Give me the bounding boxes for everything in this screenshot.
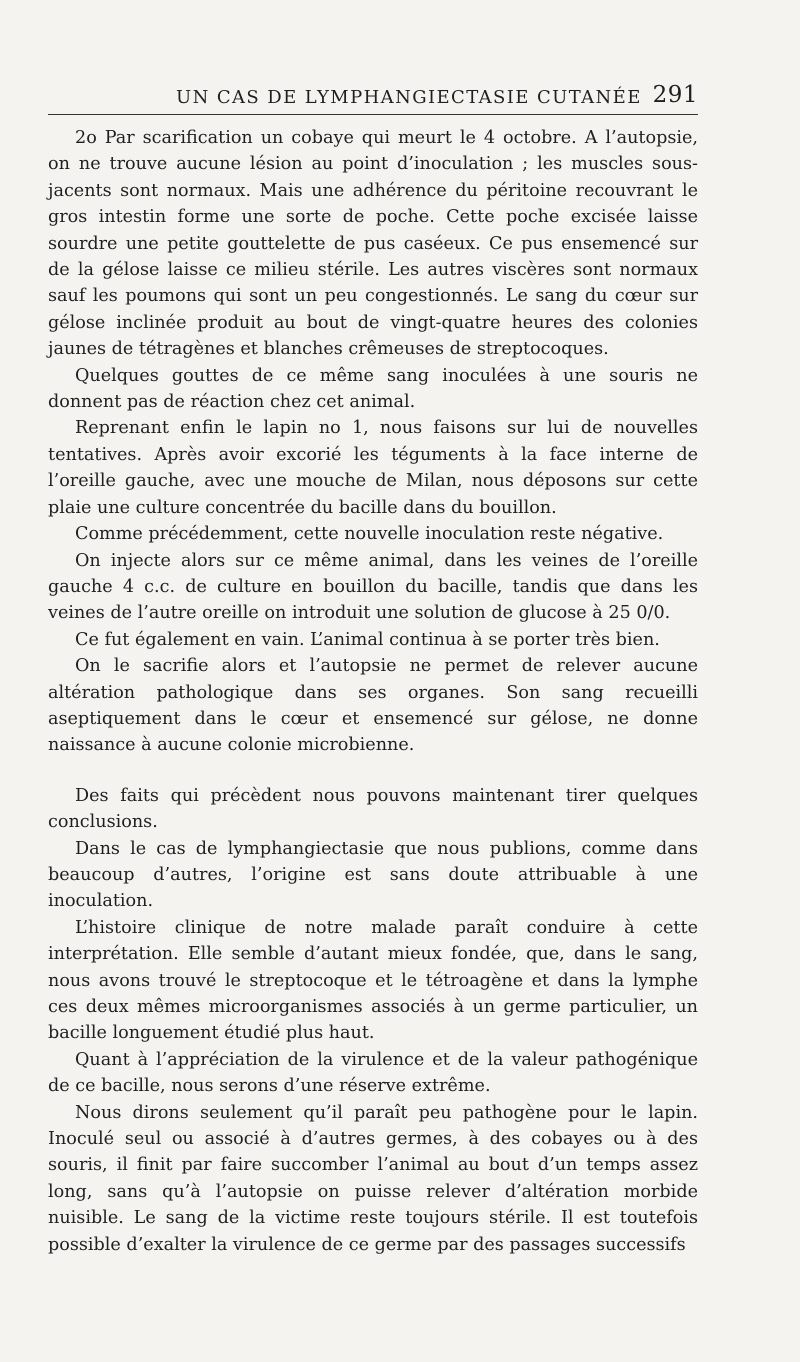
paragraph: Ce fut également en vain. L’animal continua à se porter très bien. bbox=[75, 629, 660, 650]
paragraph: Quelques gouttes de ce même sang inoculées à une souris ne donnent pas de réaction chez cet animal. bbox=[48, 365, 698, 413]
paragraph: Dans le cas de lymphangiectasie que nous publions, comme dans beaucoup d’autres, l’origine est sans doute attribuable à une inoculation. bbox=[48, 838, 698, 912]
paragraph: 2o Par scarification un cobaye qui meurt le 4 octobre. A l’autopsie, on ne trouve aucune lésion au point d’inoculation ; les muscles sous-jacents sont normaux. Mais une adhérence du péritoine recouvrant le gros intestin forme une sorte de poche. Cette poche excisée laisse sourdre une petite gouttelette de pus caséeux. Ce pus ensemencé sur de la gélose laisse ce milieu stérile. Les autres viscères sont normaux sauf les poumons qui sont un peu congestionnés. Le sang du cœur sur gélose inclinée produit au bout de vingt-quatre heures des colonies jaunes de tétragènes et blanches crêmeuses de streptocoques. bbox=[48, 128, 698, 360]
running-head bbox=[48, 78, 698, 115]
paragraph: Nous dirons seulement qu’il paraît peu pathogène pour le lapin. Inoculé seul ou associé à d’autres germes, à des cobayes ou à des souris, il finit par faire succomber l’animal au bout d’un temps assez long, sans qu’à l’autopsie on puisse relever d’altération morbide nuisible. Le sang de la victime reste toujours stérile. Il est toutefois possible d’exalter la virulence de ce germe par des passages successifs bbox=[48, 1102, 698, 1255]
paragraph: Comme précédemment, cette nouvelle inoculation reste négative. bbox=[75, 524, 664, 545]
paragraph: Quant à l’appréciation de la virulence et de la valeur pathogénique de ce bacille, nous serons d’une réserve extrême. bbox=[48, 1049, 698, 1097]
paragraph: Des faits qui précèdent nous pouvons maintenant tirer quelques conclusions. bbox=[48, 785, 698, 833]
body-text bbox=[48, 125, 698, 1258]
running-title: UN CAS DE LYMPHANGIECTASIE CUTANÉE bbox=[176, 87, 642, 108]
paragraph: On injecte alors sur ce même animal, dans les veines de l’oreille gauche 4 c.c. de culture en bouillon du bacille, tandis que dans les veines de l’autre oreille on introduit une solution de glucose à 25 0/0. bbox=[48, 550, 698, 624]
page-number: 291 bbox=[652, 82, 698, 108]
paragraph: On le sacrifie alors et l’autopsie ne permet de relever aucune altération pathologique dans ses organes. Son sang recueilli aseptiquement dans le cœur et ensemencé sur gélose, ne donne naissance à aucune colonie microbienne. bbox=[48, 656, 698, 756]
paragraph: L’histoire clinique de notre malade paraît conduire à cette interprétation. Elle semble d’autant mieux fondée, que, dans le sang, nous avons trouvé le streptocoque et le tétroagène et dans la lymphe ces deux mêmes microorganismes associés à un germe particulier, un bacille longuement étudié plus haut. bbox=[48, 917, 698, 1044]
book-page bbox=[48, 78, 698, 1258]
paragraph: Reprenant enfin le lapin no 1, nous faisons sur lui de nouvelles tentatives. Après avoir excorié les téguments à la face interne de l’oreille gauche, avec une mouche de Milan, nous déposons sur cette plaie une culture concentrée du bacille dans du bouillon. bbox=[48, 418, 698, 518]
